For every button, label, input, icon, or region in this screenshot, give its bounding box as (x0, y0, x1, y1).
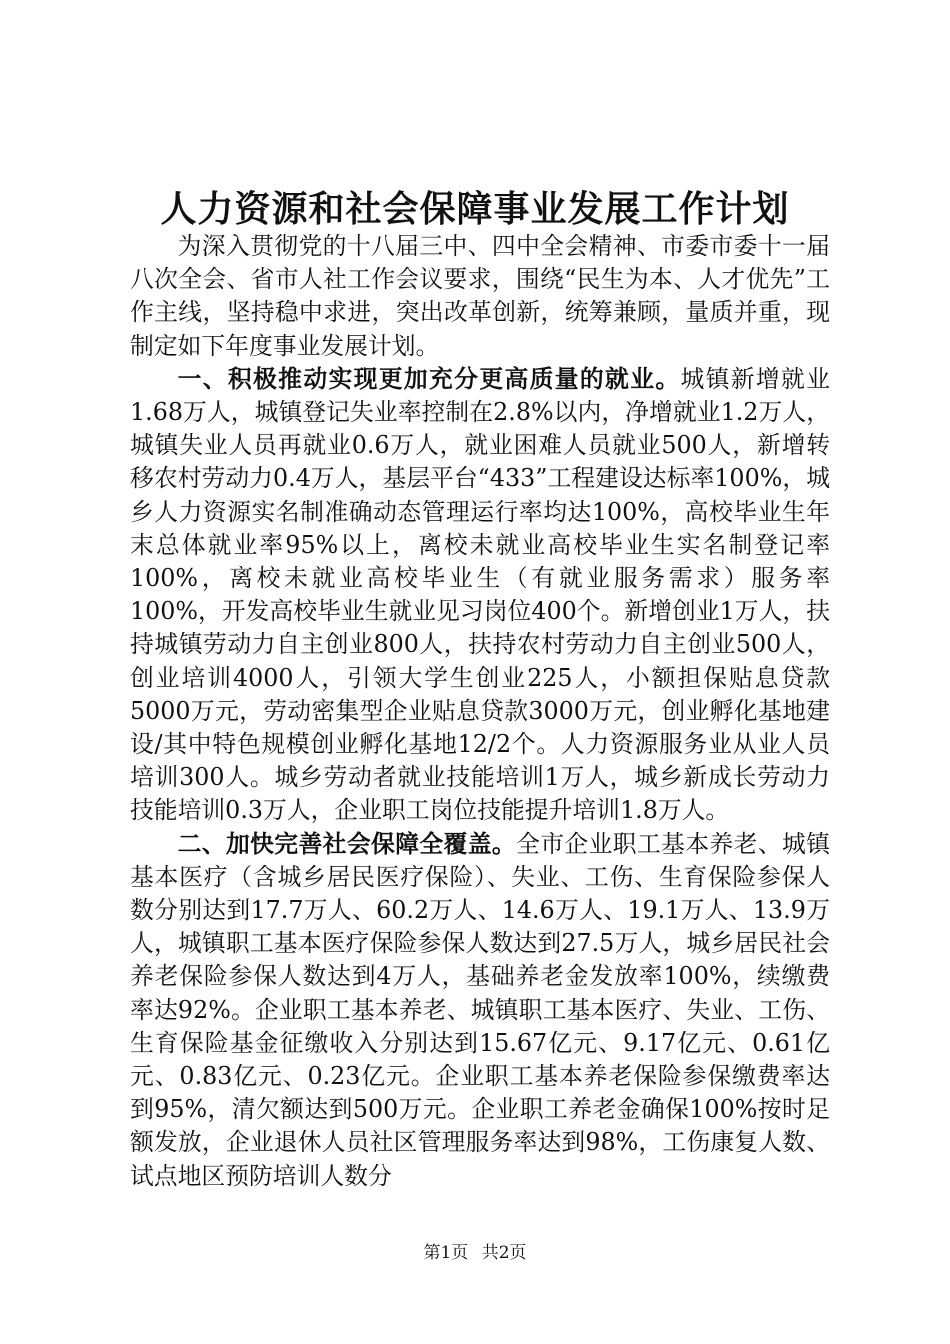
intro-paragraph: 为深入贯彻党的十八届三中、四中全会精神、市委市委十一届八次全会、省市人社工作会议要求，围绕“民生为本、人才优先”工作主线，坚持稳中求进，突出改革创新，统筹兼顾，量质并重，现制定如下年度事业发展计划。 (130, 232, 830, 360)
page-footer (0, 1241, 950, 1265)
section-heading: 二、加快完善社会保障全覆盖。 (177, 829, 517, 858)
document-body (130, 230, 830, 1193)
section-paragraph-social-security (130, 828, 830, 1193)
document-title: 人力资源和社会保障事业发展工作计划 (160, 188, 790, 230)
section-heading: 一、积极推动实现更加充分更高质量的就业。 (177, 364, 681, 393)
page-total: 共2页 (481, 1243, 527, 1263)
section-text: 全市企业职工基本养老、城镇基本医疗（含城乡居民医疗保险）、失业、工伤、生育保险参保人数分别达到17.7万人、60.2万人、14.6万人、19.1万人、13.9万人，城镇职工基本医疗保险参保人数达到27.5万人，城乡居民社会养老保险参保人数达到4万人，基础养老金发放率100%，续缴费率达92%。企业职工基本养老、城镇职工基本医疗、失业、工伤、生育保险基金征缴收入分别达到15.67亿元、9.17亿元、0.61亿元、0.83亿元、0.23亿元。企业职工基本养老保险参保缴费率达到95%，清欠额达到500万元。企业职工养老金确保100%按时足额发放，企业退休人员社区管理服务率达到98%，工伤康复人数、试点地区预防培训人数分 (130, 829, 831, 1190)
section-paragraph-employment (130, 363, 830, 828)
page-number: 第1页 (423, 1243, 469, 1263)
section-text: 城镇新增就业1.68万人，城镇登记失业率控制在2.8%以内，净增就业1.2万人，城镇失业人员再就业0.6万人，就业困难人员就业500人，新增转移农村劳动力0.4万人，基层平台“433”工程建设达标率100%，城乡人力资源实名制准确动态管理运行率均达100%，高校毕业生年末总体就业率95%以上，离校未就业高校毕业生实名制登记率100%，离校未就业高校毕业生（有就业服务需求）服务率100%，开发高校毕业生就业见习岗位400个。新增创业1万人，扶持城镇劳动力自主创业800人，扶持农村劳动力自主创业500人，创业培训4000人，引领大学生创业225人，小额担保贴息贷款5000万元，劳动密集型企业贴息贷款3000万元，创业孵化基地建设/其中特色规模创业孵化基地12/2个。人力资源服务业从业人员培训300人。城乡劳动者就业技能培训1万人，城乡新成长劳动力技能培训0.3万人，企业职工岗位技能提升培训1.8万人。 (130, 364, 831, 825)
